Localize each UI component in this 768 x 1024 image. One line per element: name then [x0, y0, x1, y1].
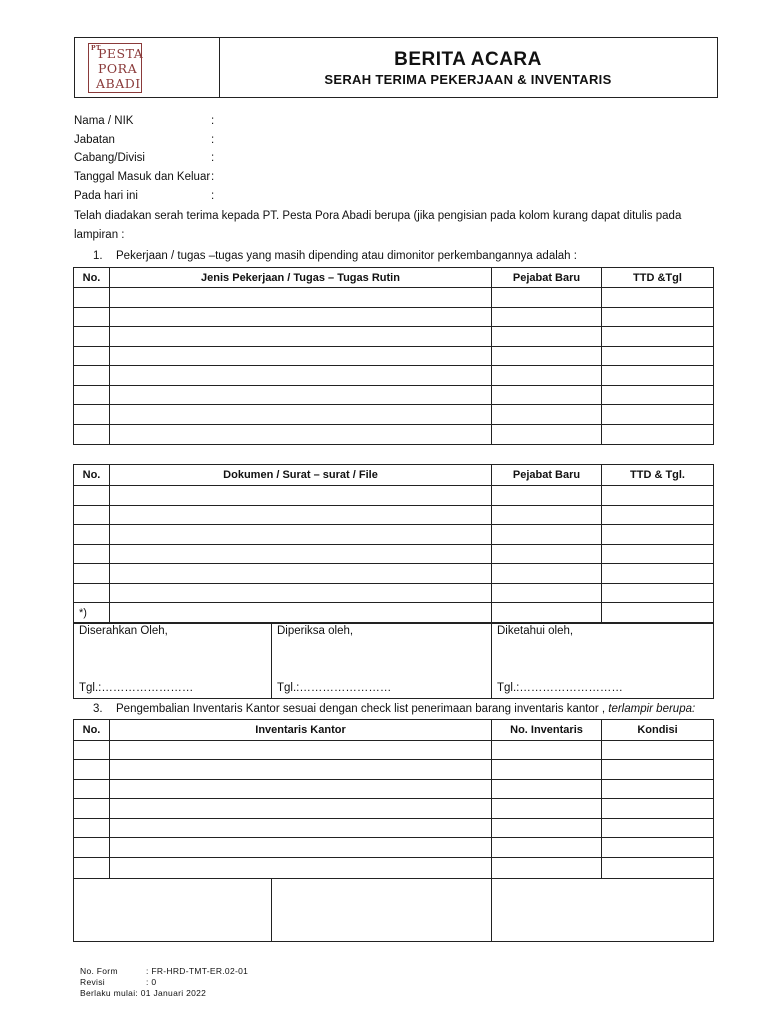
table-cell[interactable]	[110, 780, 492, 799]
table-cell[interactable]	[74, 564, 110, 584]
signature-label: Diserahkan Oleh,	[79, 625, 168, 637]
column-header: No. Inventaris	[492, 720, 602, 741]
column-header: Kondisi	[602, 720, 714, 741]
field-colon: :	[211, 134, 215, 146]
table-row	[74, 347, 714, 366]
table-cell[interactable]	[74, 288, 110, 308]
table-row	[74, 760, 714, 780]
signature-table	[73, 623, 714, 699]
inventory-table	[73, 719, 714, 879]
table-cell[interactable]	[602, 780, 714, 799]
document-subtitle: SERAH TERIMA PEKERJAAN & INVENTARIS	[324, 72, 612, 87]
table-cell[interactable]	[74, 486, 110, 506]
field-label-cabang: Cabang/Divisi	[74, 152, 145, 164]
table-row	[74, 584, 714, 603]
table-cell[interactable]	[492, 799, 602, 819]
table-header-row	[74, 720, 714, 741]
table-cell[interactable]	[602, 564, 714, 584]
signature-date: Tgl.:……………………	[277, 682, 392, 694]
table-header-row	[74, 268, 714, 288]
table-cell[interactable]	[74, 584, 110, 603]
table-cell[interactable]	[74, 386, 110, 405]
signature-row	[74, 624, 714, 699]
table-cell[interactable]	[110, 308, 492, 327]
field-colon: :	[211, 115, 215, 127]
table-cell[interactable]	[492, 405, 602, 425]
form-footer	[80, 966, 248, 999]
documents-table	[73, 464, 714, 623]
table-row	[74, 741, 714, 760]
column-header: Pejabat Baru	[492, 268, 602, 288]
section-3-number: 3.	[93, 703, 103, 715]
table-cell[interactable]	[74, 506, 110, 525]
table-cell[interactable]	[602, 584, 714, 603]
signature-date: Tgl.:………………………	[497, 682, 623, 694]
table-cell[interactable]	[74, 819, 110, 838]
column-header: No.	[74, 268, 110, 288]
table-cell[interactable]	[492, 425, 602, 445]
table-cell[interactable]	[602, 405, 714, 425]
table-cell[interactable]	[110, 545, 492, 564]
table-cell[interactable]	[110, 799, 492, 819]
table-cell[interactable]	[110, 425, 492, 445]
table-cell[interactable]	[492, 838, 602, 858]
field-label-jabatan: Jabatan	[74, 134, 115, 146]
table-row	[74, 506, 714, 525]
signature-cell[interactable]	[74, 879, 272, 942]
signature-cell-diperiksa[interactable]	[272, 624, 492, 699]
table-cell[interactable]	[602, 506, 714, 525]
table-cell[interactable]	[602, 308, 714, 327]
column-header: TTD &Tgl	[602, 268, 714, 288]
table-row	[74, 386, 714, 405]
table-cell[interactable]	[110, 347, 492, 366]
table-cell[interactable]	[492, 780, 602, 799]
table-cell[interactable]	[74, 760, 110, 780]
logo-cell	[75, 38, 220, 97]
column-header: Inventaris Kantor	[110, 720, 492, 741]
table-row	[74, 799, 714, 819]
table-cell[interactable]	[74, 425, 110, 445]
table-cell[interactable]	[110, 506, 492, 525]
table-cell[interactable]	[492, 819, 602, 838]
table-row	[74, 366, 714, 386]
table-cell[interactable]	[110, 741, 492, 760]
signature-cell-diserahkan[interactable]	[74, 624, 272, 699]
table-cell[interactable]	[74, 525, 110, 545]
table-row	[74, 780, 714, 799]
table-row	[74, 819, 714, 838]
table-cell[interactable]	[492, 366, 602, 386]
table-cell[interactable]	[110, 405, 492, 425]
table-row	[74, 603, 714, 623]
table-cell[interactable]	[492, 760, 602, 780]
table-cell[interactable]	[110, 366, 492, 386]
table-cell[interactable]	[492, 545, 602, 564]
table-cell[interactable]	[602, 838, 714, 858]
table-row	[74, 327, 714, 347]
table-cell[interactable]	[602, 741, 714, 760]
table-row	[74, 525, 714, 545]
table-cell[interactable]	[110, 603, 492, 623]
footnote-marker: *)	[74, 603, 110, 623]
column-header: No.	[74, 465, 110, 486]
column-header: TTD & Tgl.	[602, 465, 714, 486]
field-colon: :	[211, 190, 215, 202]
section-3-text: Pengembalian Inventaris Kantor sesuai dengan check list penerimaan barang inventaris kantor , terlampir berupa:	[116, 703, 696, 715]
table-cell[interactable]	[110, 760, 492, 780]
section-1-number: 1.	[93, 250, 103, 262]
table-cell[interactable]	[74, 405, 110, 425]
footer-line: Revisi : 0	[80, 977, 157, 987]
table-cell[interactable]	[602, 347, 714, 366]
table-cell[interactable]	[110, 564, 492, 584]
table-cell[interactable]	[74, 858, 110, 879]
field-colon: :	[211, 152, 215, 164]
table-cell[interactable]	[492, 327, 602, 347]
table-cell[interactable]	[110, 486, 492, 506]
table-cell[interactable]	[110, 386, 492, 405]
signature-cell[interactable]	[272, 879, 492, 942]
table-cell[interactable]	[74, 799, 110, 819]
table-row	[74, 425, 714, 445]
table-cell[interactable]	[602, 288, 714, 308]
signature-label: Diperiksa oleh,	[277, 625, 354, 637]
column-header: No.	[74, 720, 110, 741]
table-cell[interactable]	[492, 858, 602, 879]
table-cell[interactable]	[110, 288, 492, 308]
signature-cell[interactable]	[492, 879, 714, 942]
table-cell[interactable]	[110, 838, 492, 858]
table-row	[74, 308, 714, 327]
footer-line: No. Form : FR-HRD-TMT-ER.02-01	[80, 966, 249, 976]
tasks-table	[73, 267, 714, 445]
table-cell[interactable]	[110, 858, 492, 879]
section-3-italic: terlampir berupa:	[608, 703, 696, 715]
table-cell[interactable]	[74, 741, 110, 760]
table-cell[interactable]	[492, 525, 602, 545]
table-cell[interactable]	[492, 741, 602, 760]
table-cell[interactable]	[492, 347, 602, 366]
table-cell[interactable]	[492, 308, 602, 327]
column-header: Jenis Pekerjaan / Tugas – Tugas Rutin	[110, 268, 492, 288]
table-cell[interactable]	[602, 525, 714, 545]
table-cell[interactable]	[602, 799, 714, 819]
table-cell[interactable]	[602, 603, 714, 623]
table-cell[interactable]	[492, 603, 602, 623]
table-row	[74, 858, 714, 879]
company-logo: PT PESTA PORA ABADI	[88, 43, 142, 93]
table-cell[interactable]	[602, 425, 714, 445]
table-cell[interactable]	[492, 288, 602, 308]
table-cell[interactable]	[74, 545, 110, 564]
table-cell[interactable]	[74, 308, 110, 327]
table-row	[74, 486, 714, 506]
table-cell[interactable]	[74, 838, 110, 858]
signature-row	[74, 879, 714, 942]
column-header: Pejabat Baru	[492, 465, 602, 486]
table-cell[interactable]	[602, 486, 714, 506]
table-cell[interactable]	[602, 327, 714, 347]
table-cell[interactable]	[110, 525, 492, 545]
table-cell[interactable]	[492, 386, 602, 405]
table-cell[interactable]	[74, 327, 110, 347]
field-label-tanggal: Tanggal Masuk dan Keluar	[74, 171, 211, 183]
intro-paragraph: Telah diadakan serah terima kepada PT. Pesta Pora Abadi berupa (jika pengisian pada kolom kurang dapat ditulis pada lampiran :	[74, 210, 682, 241]
column-header: Dokumen / Surat – surat / File	[110, 465, 492, 486]
table-header-row	[74, 465, 714, 486]
table-cell[interactable]	[602, 366, 714, 386]
document-title: BERITA ACARA	[394, 49, 542, 70]
table-cell[interactable]	[602, 545, 714, 564]
table-row	[74, 405, 714, 425]
table-cell[interactable]	[492, 506, 602, 525]
table-row	[74, 288, 714, 308]
section-1-text: Pekerjaan / tugas –tugas yang masih dipending atau dimonitor perkembangannya adalah :	[116, 250, 577, 262]
table-cell[interactable]	[110, 584, 492, 603]
table-cell[interactable]	[602, 760, 714, 780]
table-cell[interactable]	[74, 366, 110, 386]
signature-date: Tgl.:……………………	[79, 682, 194, 694]
table-row	[74, 838, 714, 858]
table-cell[interactable]	[110, 327, 492, 347]
table-cell[interactable]	[492, 584, 602, 603]
field-label-hari: Pada hari ini	[74, 190, 138, 202]
table-cell[interactable]	[74, 347, 110, 366]
table-cell[interactable]	[602, 858, 714, 879]
table-cell[interactable]	[602, 819, 714, 838]
field-label-nama: Nama / NIK	[74, 115, 134, 127]
signature-cell-diketahui[interactable]	[492, 624, 714, 699]
field-colon: :	[211, 171, 215, 183]
inventory-signature-table	[73, 878, 714, 942]
table-cell[interactable]	[492, 564, 602, 584]
footer-line: Berlaku mulai: 01 Januari 2022	[80, 988, 207, 998]
table-row	[74, 545, 714, 564]
document-header	[74, 37, 718, 98]
table-cell[interactable]	[602, 386, 714, 405]
table-cell[interactable]	[110, 819, 492, 838]
table-cell[interactable]	[74, 780, 110, 799]
table-cell[interactable]	[492, 486, 602, 506]
signature-label: Diketahui oleh,	[497, 625, 574, 637]
table-row	[74, 564, 714, 584]
